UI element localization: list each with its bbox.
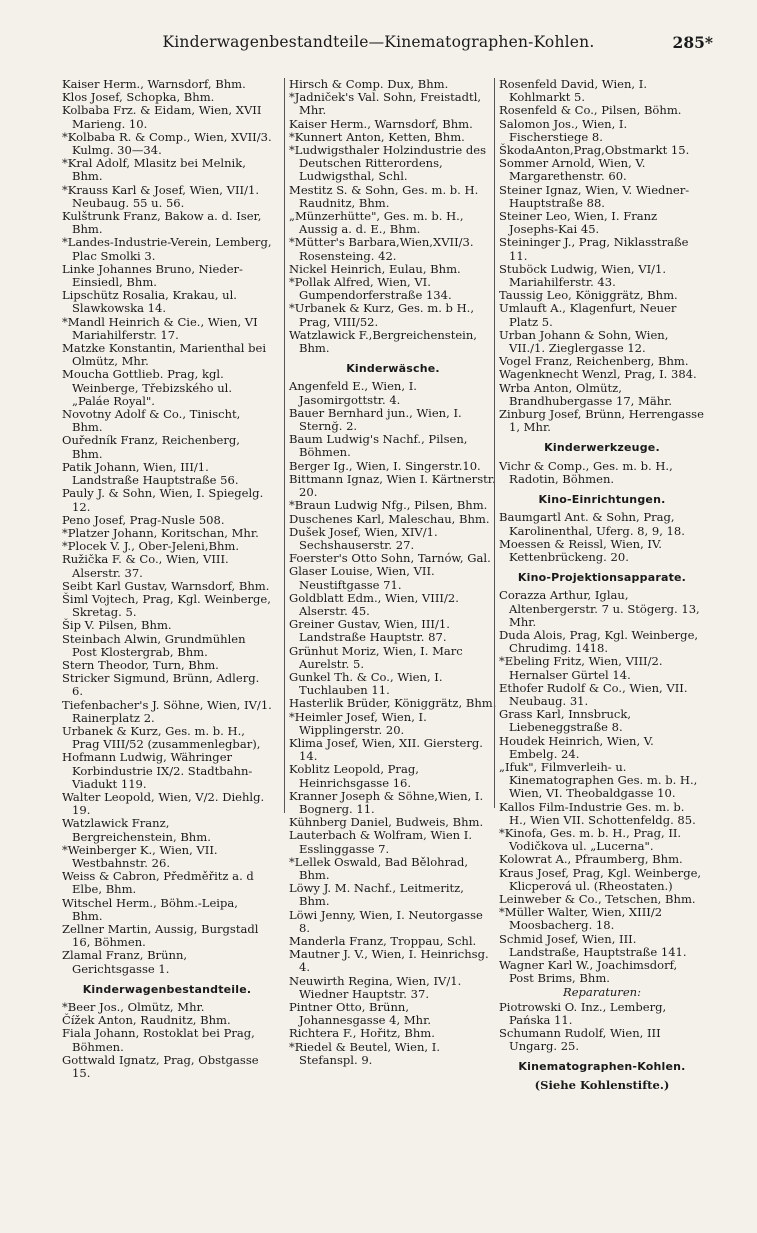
- directory-entry: *Urbanek & Kurz, Ges. m. b H., Prag, VIII/52.: [289, 301, 475, 329]
- directory-entry: Walter Leopold, Wien, V/2. Diehlg. 19.: [62, 789, 265, 818]
- directory-entry: Šip V. Pilsen, Bhm.: [62, 618, 172, 633]
- col3-entries: [499, 78, 705, 434]
- directory-entry: Bauer Bernhard jun., Wien, I. Sternğ. 2.: [289, 405, 462, 434]
- directory-entry: *Kolbaba R. & Comp., Wien, XVII/3. Kulmg. 30—34.: [62, 129, 272, 158]
- directory-entry: ŠkodaAnton,Prag,Obstmarkt 15.: [499, 143, 690, 158]
- directory-entry: Šiml Vojtech, Prag, Kgl. Weinberge, Skretag. 5.: [62, 591, 271, 620]
- directory-entry: Stern Theodor, Turn, Bhm.: [62, 657, 219, 672]
- directory-columns: [62, 77, 704, 1218]
- col2-entries2: [289, 380, 497, 1067]
- directory-entry: Wagner Karl W., Joachimsdorf, Post Brims, Bhm.: [499, 958, 678, 986]
- directory-entry: Matzke Konstantin, Marienthal bei Olmütz, Mhr.: [62, 341, 267, 369]
- directory-entry: Mestitz S. & Sohn, Ges. m. b. H. Raudnitz, Bhm.: [289, 182, 479, 210]
- directory-entry: Moessen & Reissl, Wien, IV. Kettenbrückeng. 20.: [499, 536, 662, 564]
- directory-entry: *Beer Jos., Olmütz, Mhr.: [62, 1000, 205, 1015]
- page-number: 285*: [672, 33, 713, 52]
- col2-entries: [289, 78, 497, 355]
- directory-entry: Corazza Arthur, Iglau, Altenbergerstr. 7 u. Stögerg. 13, Mhr.: [499, 588, 700, 629]
- directory-entry: Angenfeld E., Wien, I. Jasomirgottstr. 4.: [289, 379, 417, 407]
- directory-entry: Pauly J. & Sohn, Wien, I. Spiegelg. 12.: [62, 486, 264, 514]
- directory-entry: Urban Johann & Sohn, Wien, VII./1. Zieglergasse 12.: [499, 327, 669, 356]
- directory-entry: Kraus Josef, Prag, Kgl. Weinberge, Klicperová ul. (Rheostaten.): [499, 865, 702, 893]
- column-1: [62, 78, 272, 1218]
- directory-entry: Peno Josef, Prag-Nusle 508.: [62, 512, 225, 527]
- directory-entry: *Pollak Alfred, Wien, VI. Gumpendorferstraße 134.: [289, 275, 452, 303]
- subsection-heading: Reparaturen:: [563, 985, 641, 1000]
- directory-entry: Novotny Adolf & Co., Tinischt, Bhm.: [62, 407, 241, 435]
- directory-entry: Salomon Jos., Wien, I. Fischerstiege 8.: [499, 116, 628, 144]
- col3-entries5: [499, 1001, 705, 1054]
- directory-entry: Kranner Joseph & Söhne,Wien, I. Bognerg. 11.: [289, 788, 484, 816]
- directory-entry: Foerster's Otto Sohn, Tarnów, Gal.: [289, 551, 491, 566]
- col1-entries2: [62, 1001, 272, 1080]
- directory-entry: *Jadniček's Val. Sohn, Freistadtl, Mhr.: [289, 90, 482, 118]
- directory-entry: Zinburg Josef, Brünn, Herrengasse 1, Mhr.: [499, 407, 704, 435]
- directory-entry: Baumgartl Ant. & Sohn, Prag, Karolinenthal, Uferg. 8, 9, 18.: [499, 510, 685, 538]
- section-heading: Kinematographen-Kohlen.: [518, 1060, 686, 1074]
- directory-entry: Bittmann Ignaz, Wien I. Kärtnerstr. 20.: [289, 471, 496, 500]
- directory-entry: Lauterbach & Wolfram, Wien I. Esslinggasse 7.: [289, 828, 473, 856]
- cross-reference-note: (Siehe Kohlenstifte.): [534, 1077, 670, 1092]
- directory-entry: Linke Johannes Bruno, Nieder-Einsiedl, Bhm.: [62, 261, 243, 290]
- directory-entry: Rosenfeld & Co., Pilsen, Böhm.: [499, 103, 682, 118]
- directory-entry: *Ebeling Fritz, Wien, VIII/2. Hernalser Gürtel 14.: [499, 654, 663, 682]
- directory-entry: *Mütter's Barbara,Wien,XVII/3. Rosensteing. 42.: [289, 235, 474, 263]
- directory-entry: Kulštrunk Franz, Bakow a. d. Iser, Bhm.: [62, 209, 262, 237]
- directory-entry: Seibt Karl Gustav, Warnsdorf, Bhm.: [62, 578, 270, 593]
- column-3: [494, 77, 705, 1092]
- directory-entry: Zlamal Franz, Brünn, Gerichtsgasse 1.: [62, 948, 188, 976]
- directory-entry: *Platzer Johann, Koritschan, Mhr.: [62, 525, 259, 540]
- col1-entries: [62, 78, 272, 976]
- directory-entry: Glaser Louise, Wien, VII. Neustiftgasse 71.: [289, 564, 435, 592]
- col3-entries3: [499, 511, 705, 564]
- directory-entry: Urbanek & Kurz, Ges. m. b. H., Prag VIII/52 (zusammenlegbar),: [62, 723, 261, 752]
- directory-entry: Zellner Martin, Aussig, Burgstadl 16, Böhmen.: [62, 922, 259, 950]
- directory-entry: Watzlawick F.,Bergreichenstein, Bhm.: [289, 327, 477, 356]
- directory-entry: *Plocek V. J., Ober-Jeleni,Bhm.: [62, 539, 240, 554]
- directory-entry: Watzlawick Franz, Bergreichenstein, Bhm.: [62, 816, 211, 844]
- directory-entry: *Ludwigsthaler Holzindustrie des Deutschen Ritterordens, Ludwigsthal, Schl.: [289, 143, 487, 184]
- directory-entry: Witschel Herm., Böhm.-Leipa, Bhm.: [62, 895, 238, 923]
- directory-entry: Schmid Josef, Wien, III. Landstraße, Hauptstraße 141.: [499, 931, 687, 959]
- directory-entry: Taussig Leo, Königgrätz, Bhm.: [499, 288, 678, 303]
- directory-entry: Rosenfeld David, Wien, I. Kohlmarkt 5.: [499, 77, 647, 105]
- page-header: [0, 33, 757, 57]
- directory-entry: Duda Alois, Prag, Kgl. Weinberge, Chrudimg. 1418.: [499, 627, 699, 656]
- directory-entry: Houdek Heinrich, Wien, V. Embelg. 24.: [499, 733, 654, 761]
- directory-entry: Manderla Franz, Troppau, Schl.: [289, 934, 477, 948]
- directory-entry: Hirsch & Comp. Dux, Bhm.: [289, 77, 449, 91]
- directory-entry: Grünhut Moriz, Wien, I. Marc Aurelstr. 5.: [289, 643, 463, 671]
- directory-entry: *Heimler Josef, Wien, I. Wipplingerstr. 20.: [289, 709, 427, 737]
- directory-entry: Hasterlik Brüder, Königgrätz, Bhm.: [289, 696, 497, 711]
- directory-entry: Kolowrat A., Pfraumberg, Bhm.: [499, 852, 683, 867]
- directory-entry: Ethofer Rudolf & Co., Wien, VII. Neubaug. 31.: [499, 680, 688, 708]
- directory-entry: *Braun Ludwig Nfg., Pilsen, Bhm.: [289, 498, 488, 513]
- directory-entry: Ouředník Franz, Reichenberg, Bhm.: [62, 433, 240, 461]
- directory-entry: Tiefenbacher's J. Söhne, Wien, IV/1. Rainerplatz 2.: [62, 697, 272, 725]
- directory-entry: Stricker Sigmund, Brünn, Adlerg. 6.: [62, 671, 260, 699]
- directory-entry: Stuböck Ludwig, Wien, VI/1. Mariahilferstr. 43.: [499, 261, 667, 290]
- directory-entry: Steininger J., Prag, Niklasstraße 11.: [499, 235, 689, 263]
- directory-entry: Koblitz Leopold, Prag, Heinrichsgasse 16.: [289, 762, 419, 790]
- directory-entry: Wagenknecht Wenzl, Prag, I. 384.: [499, 367, 697, 382]
- col3-entries2: [499, 460, 705, 486]
- directory-entry: *Kunnert Anton, Ketten, Bhm.: [289, 129, 465, 144]
- section-heading: Kinderwerkzeuge.: [544, 441, 660, 455]
- directory-entry: Baum Ludwig's Nachf., Pilsen, Böhmen.: [289, 432, 468, 460]
- directory-entry: Vichr & Comp., Ges. m. b. H., Radotin, Böhmen.: [499, 458, 673, 486]
- col3-entries4: [499, 589, 705, 985]
- directory-entry: Piotrowski O. Inz., Lemberg, Pańska 11.: [499, 999, 667, 1027]
- directory-entry: Leinweber & Co., Tetschen, Bhm.: [499, 891, 696, 906]
- directory-entry: Pintner Otto, Brünn, Johannesgasse 4, Mhr.: [289, 1000, 432, 1028]
- directory-entry: Schumann Rudolf, Wien, III Ungarg. 25.: [499, 1026, 661, 1054]
- directory-entry: Klima Josef, Wien, XII. Giersterg. 14.: [289, 735, 483, 764]
- directory-entry: Gunkel Th. & Co., Wien, I. Tuchlauben 11.: [289, 669, 443, 698]
- directory-entry: Goldblatt Edm., Wien, VIII/2. Alserstr. 45.: [289, 590, 459, 618]
- directory-entry: *Weinberger K., Wien, VII. Westbahnstr. 26.: [62, 842, 218, 870]
- directory-entry: Klos Josef, Schopka, Bhm.: [62, 90, 215, 105]
- page-title: Kinderwagenbestandteile—Kinematographen-Kohlen.: [162, 33, 595, 51]
- directory-entry: Steinbach Alwin, Grundmühlen Post Klostergrab, Bhm.: [62, 631, 246, 659]
- directory-entry: Mautner J. V., Wien, I. Heinrichsg. 4.: [289, 947, 489, 975]
- directory-entry: *Landes-Industrie-Verein, Lemberg, Plac Smolki 3.: [62, 235, 272, 263]
- section-heading: Kinderwagenbestandteile.: [82, 982, 252, 996]
- directory-entry: Umlauft A., Klagenfurt, Neuer Platz 5.: [499, 301, 677, 329]
- directory-entry: Duschenes Karl, Maleschau, Bhm.: [289, 511, 490, 526]
- column-2: [284, 77, 497, 1067]
- directory-entry: Nickel Heinrich, Eulau, Bhm.: [289, 261, 461, 276]
- directory-entry: Grass Karl, Innsbruck, Liebeneggstraße 8.: [499, 707, 632, 735]
- directory-entry: Fiala Johann, Rostoklat bei Prag, Böhmen.: [62, 1026, 255, 1054]
- directory-entry: Čížek Anton, Raudnitz, Bhm.: [62, 1013, 231, 1028]
- directory-entry: *Riedel & Beutel, Wien, I. Stefanspl. 9.: [289, 1039, 440, 1067]
- directory-entry: Greiner Gustav, Wien, III/1. Landstraße Hauptstr. 87.: [289, 617, 450, 645]
- directory-entry: „Ifuk", Filmverleih- u. Kinematographen Ges. m. b. H., Wien, VI. Theobaldgasse 10.: [499, 759, 698, 801]
- directory-entry: Weiss & Cabron, Předměřitz a. d Elbe, Bhm.: [62, 869, 254, 897]
- directory-entry: *Mandl Heinrich & Cie., Wien, VI Mariahilferstr. 17.: [62, 314, 258, 342]
- directory-entry: Moucha Gottlieb. Prag, kgl. Weinberge, Třebizského ul. „Paláe Royal".: [62, 367, 233, 408]
- directory-entry: Lipschütz Rosalia, Krakau, ul. Slawkowska 14.: [62, 288, 237, 316]
- directory-entry: Kolbaba Frz. & Eidam, Wien, XVII Marieng. 10.: [62, 103, 262, 131]
- section-heading: Kino-Projektionsapparate.: [517, 571, 687, 585]
- directory-entry: Berger Ig., Wien, I. Singerstr.10.: [289, 458, 481, 473]
- directory-entry: Gottwald Ignatz, Prag, Obstgasse 15.: [62, 1052, 259, 1081]
- directory-entry: Wrba Anton, Olmütz, Brandhubergasse 17, Mähr.: [499, 380, 673, 408]
- directory-entry: Patik Johann, Wien, III/1. Landstraße Hauptstraße 56.: [62, 459, 239, 488]
- directory-entry: Steiner Leo, Wien, I. Franz Josephs-Kai 45.: [499, 209, 658, 237]
- directory-entry: Neuwirth Regina, Wien, IV/1. Wiedner Hauptstr. 37.: [289, 973, 462, 1001]
- directory-entry: Kaiser Herm., Warnsdorf, Bhm.: [289, 116, 473, 131]
- directory-entry: Richtera F., Hořitz, Bhm.: [289, 1026, 435, 1041]
- directory-entry: Löwy J. M. Nachf., Leitmeritz, Bhm.: [289, 881, 464, 909]
- directory-entry: Vogel Franz, Reichenberg, Bhm.: [499, 354, 689, 369]
- directory-entry: *Kral Adolf, Mlasitz bei Melnik, Bhm.: [62, 156, 246, 184]
- directory-entry: *Müller Walter, Wien, XIII/2 Moosbacherg. 18.: [499, 905, 663, 933]
- directory-entry: *Krauss Karl & Josef, Wien, VII/1. Neubaug. 55 u. 56.: [62, 182, 259, 210]
- directory-entry: Löwi Jenny, Wien, I. Neutorgasse 8.: [289, 907, 483, 935]
- section-heading: Kinderwäsche.: [346, 362, 440, 376]
- directory-entry: Hofmann Ludwig, Währinger Korbindustrie IX/2. Stadtbahn-Viadukt 119.: [62, 750, 253, 791]
- directory-entry: *Kinofa, Ges. m. b. H., Prag, II. Vodičkova ul. „Lucerna".: [499, 825, 682, 854]
- section-heading: Kino-Einrichtungen.: [538, 493, 666, 507]
- directory-entry: *Lellek Oswald, Bad Bělohrad, Bhm.: [289, 854, 469, 882]
- directory-entry: Kaiser Herm., Warnsdorf, Bhm.: [62, 77, 246, 91]
- directory-entry: Kallos Film-Industrie Ges. m. b. H., Wien VII. Schottenfeldg. 85.: [499, 799, 696, 827]
- directory-entry: Ružička F. & Co., Wien, VIII. Alserstr. 37.: [62, 552, 229, 580]
- directory-entry: Sommer Arnold, Wien, V. Margarethenstr. 60.: [499, 156, 646, 184]
- directory-entry: Steiner Ignaz, Wien, V. Wiedner-Hauptstraße 88.: [499, 182, 690, 210]
- directory-entry: Kühnberg Daniel, Budweis, Bhm.: [289, 815, 484, 830]
- directory-entry: „Münzerhütte", Ges. m. b. H., Aussig a. d. E., Bhm.: [289, 209, 464, 237]
- directory-entry: Dušek Josef, Wien, XIV/1. Sechshauserstr. 27.: [289, 524, 438, 552]
